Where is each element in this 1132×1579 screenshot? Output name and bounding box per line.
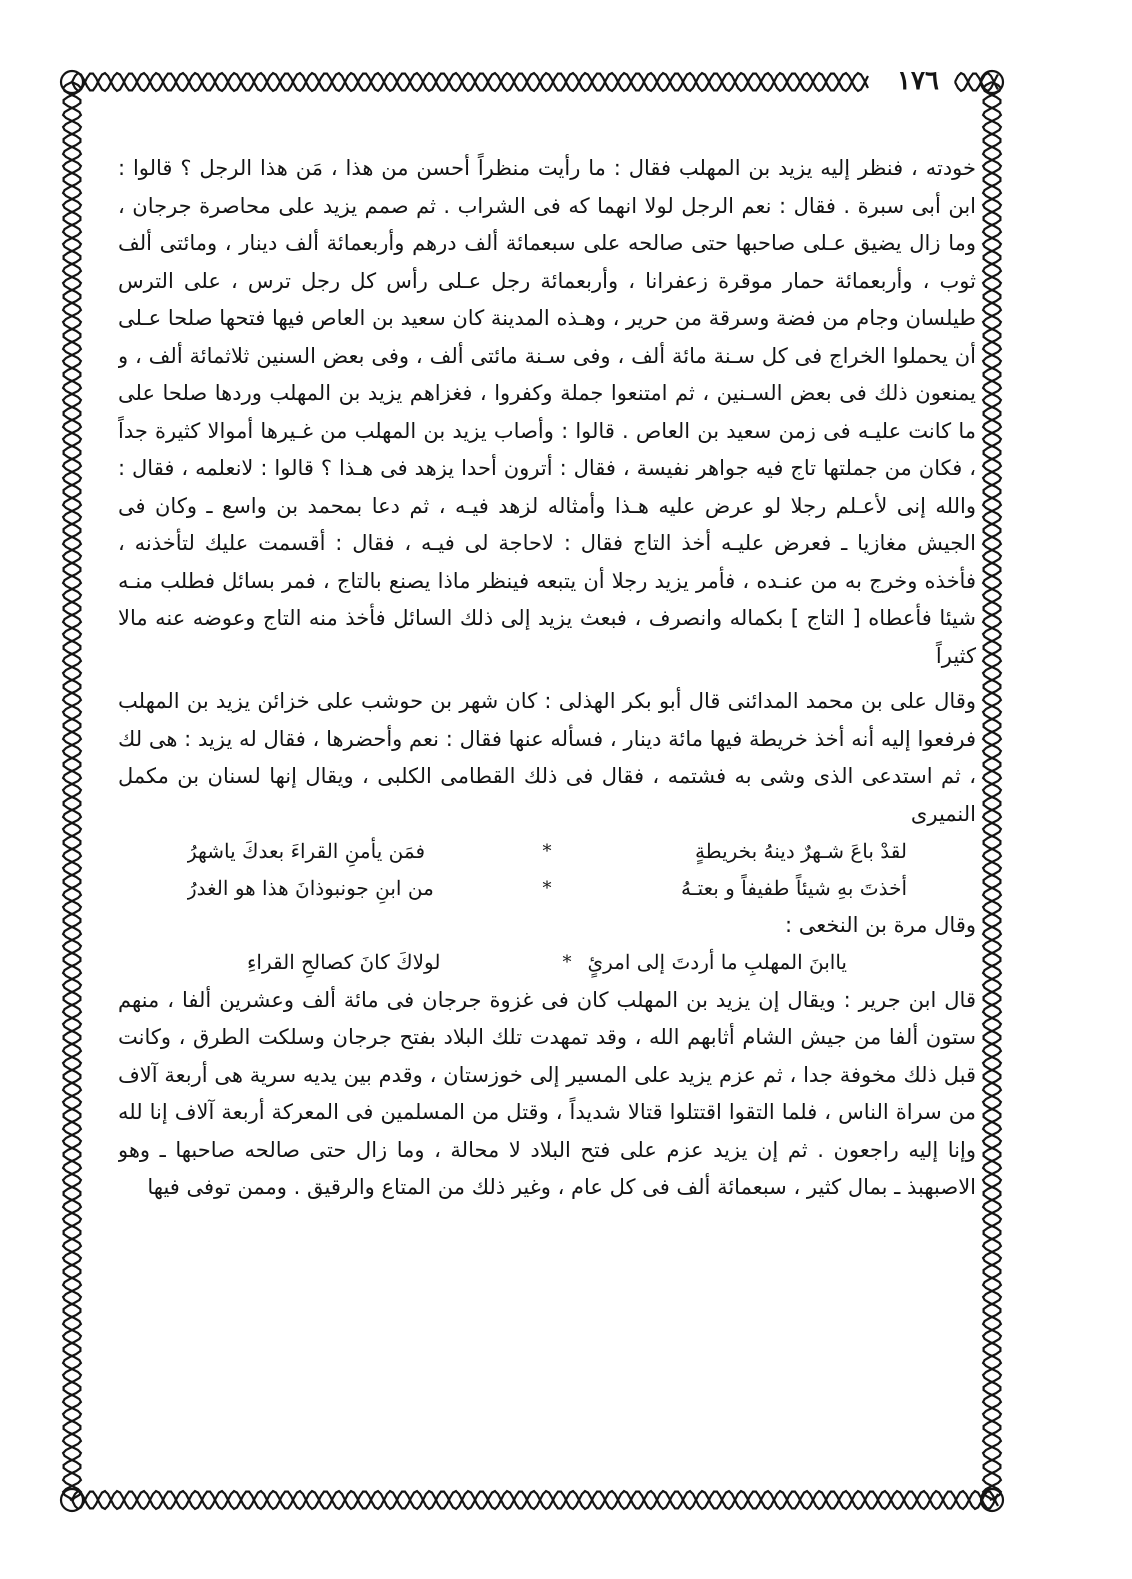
verse-3-first-hemistich: ياابنَ المهلبِ ما أردتَ إلى امرئٍ bbox=[587, 950, 847, 975]
verse-3-second-hemistich: لولاكَ كانَ كصالحِ القراءِ bbox=[247, 950, 441, 975]
poem-verse-1 bbox=[118, 833, 976, 870]
paragraph-1: خودته ، فنظر إليه يزيد بن المهلب فقال : ما رأيت منظراً أحسن من هذا ، مَن هذا الرجل ؟ قالوا : ابن أبى سبرة . فقال : نعم الرجل لولا انهما كه فى الشراب . ثم صمم يزيد على محاصرة جرجان ، وما زال يضيق عـلى صاحبها حتى صالحه على سبعمائة ألف درهم وأربعمائة ألف دينار ، ومائتى ألف ثوب ، وأربعمائة حمار موقرة زعفرانا ، وأربعمائة رجل عـلى رأس كل رجل ترس ، على الترس طيلسان وجام من فضة وسرقة من حرير ، وهـذه المدينة كان سعيد بن العاص فيها فتحها صلحا عـلى أن يحملوا الخراج فى كل سـنة مائة ألف ، وفى سـنة مائتى ألف ، وفى بعض السنين ثلاثمائة ألف ، و يمنعون ذلك فى بعض السـنين ، ثم امتنعوا جملة وكفروا ، فغزاهم يزيد بن المهلب وردها صلحا على ما كانت عليـه فى زمن سعيد بن العاص . قالوا : وأصاب يزيد بن المهلب من غـيرها أموالا كثيرة جداً ، فكان من جملتها تاج فيه جواهر نفيسة ، فقال : أترون أحدا يزهد فى هـذا ؟ قالوا : لانعلمه ، فقال : والله إنى لأعـلم رجلا لو عرض عليه هـذا وأمثاله لزهد فيـه ، ثم دعا بمحمد بن واسع ـ وكان فى الجيش مغازيا ـ فعرض عليـه أخذ التاج فقال : لاحاجة لى فيـه ، فقال : أقسمت عليك لتأخذنه ، فأخذه وخرج به من عنـده ، فأمر يزيد رجلا أن يتبعه فينظر ماذا يصنع بالتاج ، فمر بسائل فطلب منـه شيئا فأعطاه [ التاج ] بكماله وانصرف ، فبعث يزيد إلى ذلك السائل فأخذ منه التاج وعوضه عنه مالا كثيراً bbox=[118, 156, 976, 668]
verse-separator: * bbox=[542, 840, 552, 862]
verse-1-first-hemistich: لقدْ باعَ شـهرٌ دينهُ بخريطةٍ bbox=[694, 838, 907, 863]
verse-separator: * bbox=[542, 877, 552, 899]
poem-verse-2 bbox=[118, 870, 976, 907]
paragraph-3: قال ابن جرير : ويقال إن يزيد بن المهلب كان فى غزوة جرجان فى مائة ألف وعشرين ألفا ، منهم ستون ألفا من جيش الشام أثابهم الله ، وقد تمهدت تلك البلاد بفتح جرجان وسلكت الطرق ، وكانت قبل ذلك مخوفة جدا ، ثم عزم يزيد على المسير إلى خوزستان ، وقدم بين يديه سرية هى أربعة آلاف من سراة الناس ، فلما التقوا اقتتلوا قتالا شديداً ، وقتل من المسلمين فى المعركة أربعة آلاف إنا لله وإنا إليه راجعون . ثم إن يزيد عزم على فتح البلاد لا محالة ، وما زال حتى صالحه صاحبها ـ وهو الاصبهبذ ـ بمال كثير ، سبعمائة ألف فى كل عام ، وغير ذلك من المتاع والرقيق . وممن توفى فيها bbox=[118, 987, 976, 1199]
verse-2-first-hemistich: أخذتَ بهِ شيئاً طفيفاً و بعتـهُ bbox=[680, 875, 907, 900]
paragraph-2: وقال على بن محمد المدائنى قال أبو بكر الهذلى : كان شهر بن حوشب على خزائن يزيد بن المهلب فرفعوا إليه أنه أخذ خريطة فيها مائة دينار ، فسأله عنها فقال : نعم وأحضرها ، فقال له يزيد : هى لك ، ثم استدعى الذى وشى به فشتمه ، فقال فى ذلك القطامى الكلبى ، ويقال إنها لسنان بن مكمل النميرى bbox=[118, 689, 976, 826]
verse-separator: * bbox=[562, 952, 572, 974]
verse-1-second-hemistich: فمَن يأمنِ القراءَ بعدكَ ياشهرُ bbox=[187, 838, 426, 863]
body-text bbox=[118, 150, 976, 1475]
poem-intro: وقال مرة بن النخعى : bbox=[784, 913, 976, 937]
page-number: ١٧٦ bbox=[897, 66, 939, 96]
poem-verse-3 bbox=[118, 945, 976, 982]
verse-2-second-hemistich: من ابنِ جونبوذانَ هذا هو الغدرُ bbox=[187, 875, 434, 900]
